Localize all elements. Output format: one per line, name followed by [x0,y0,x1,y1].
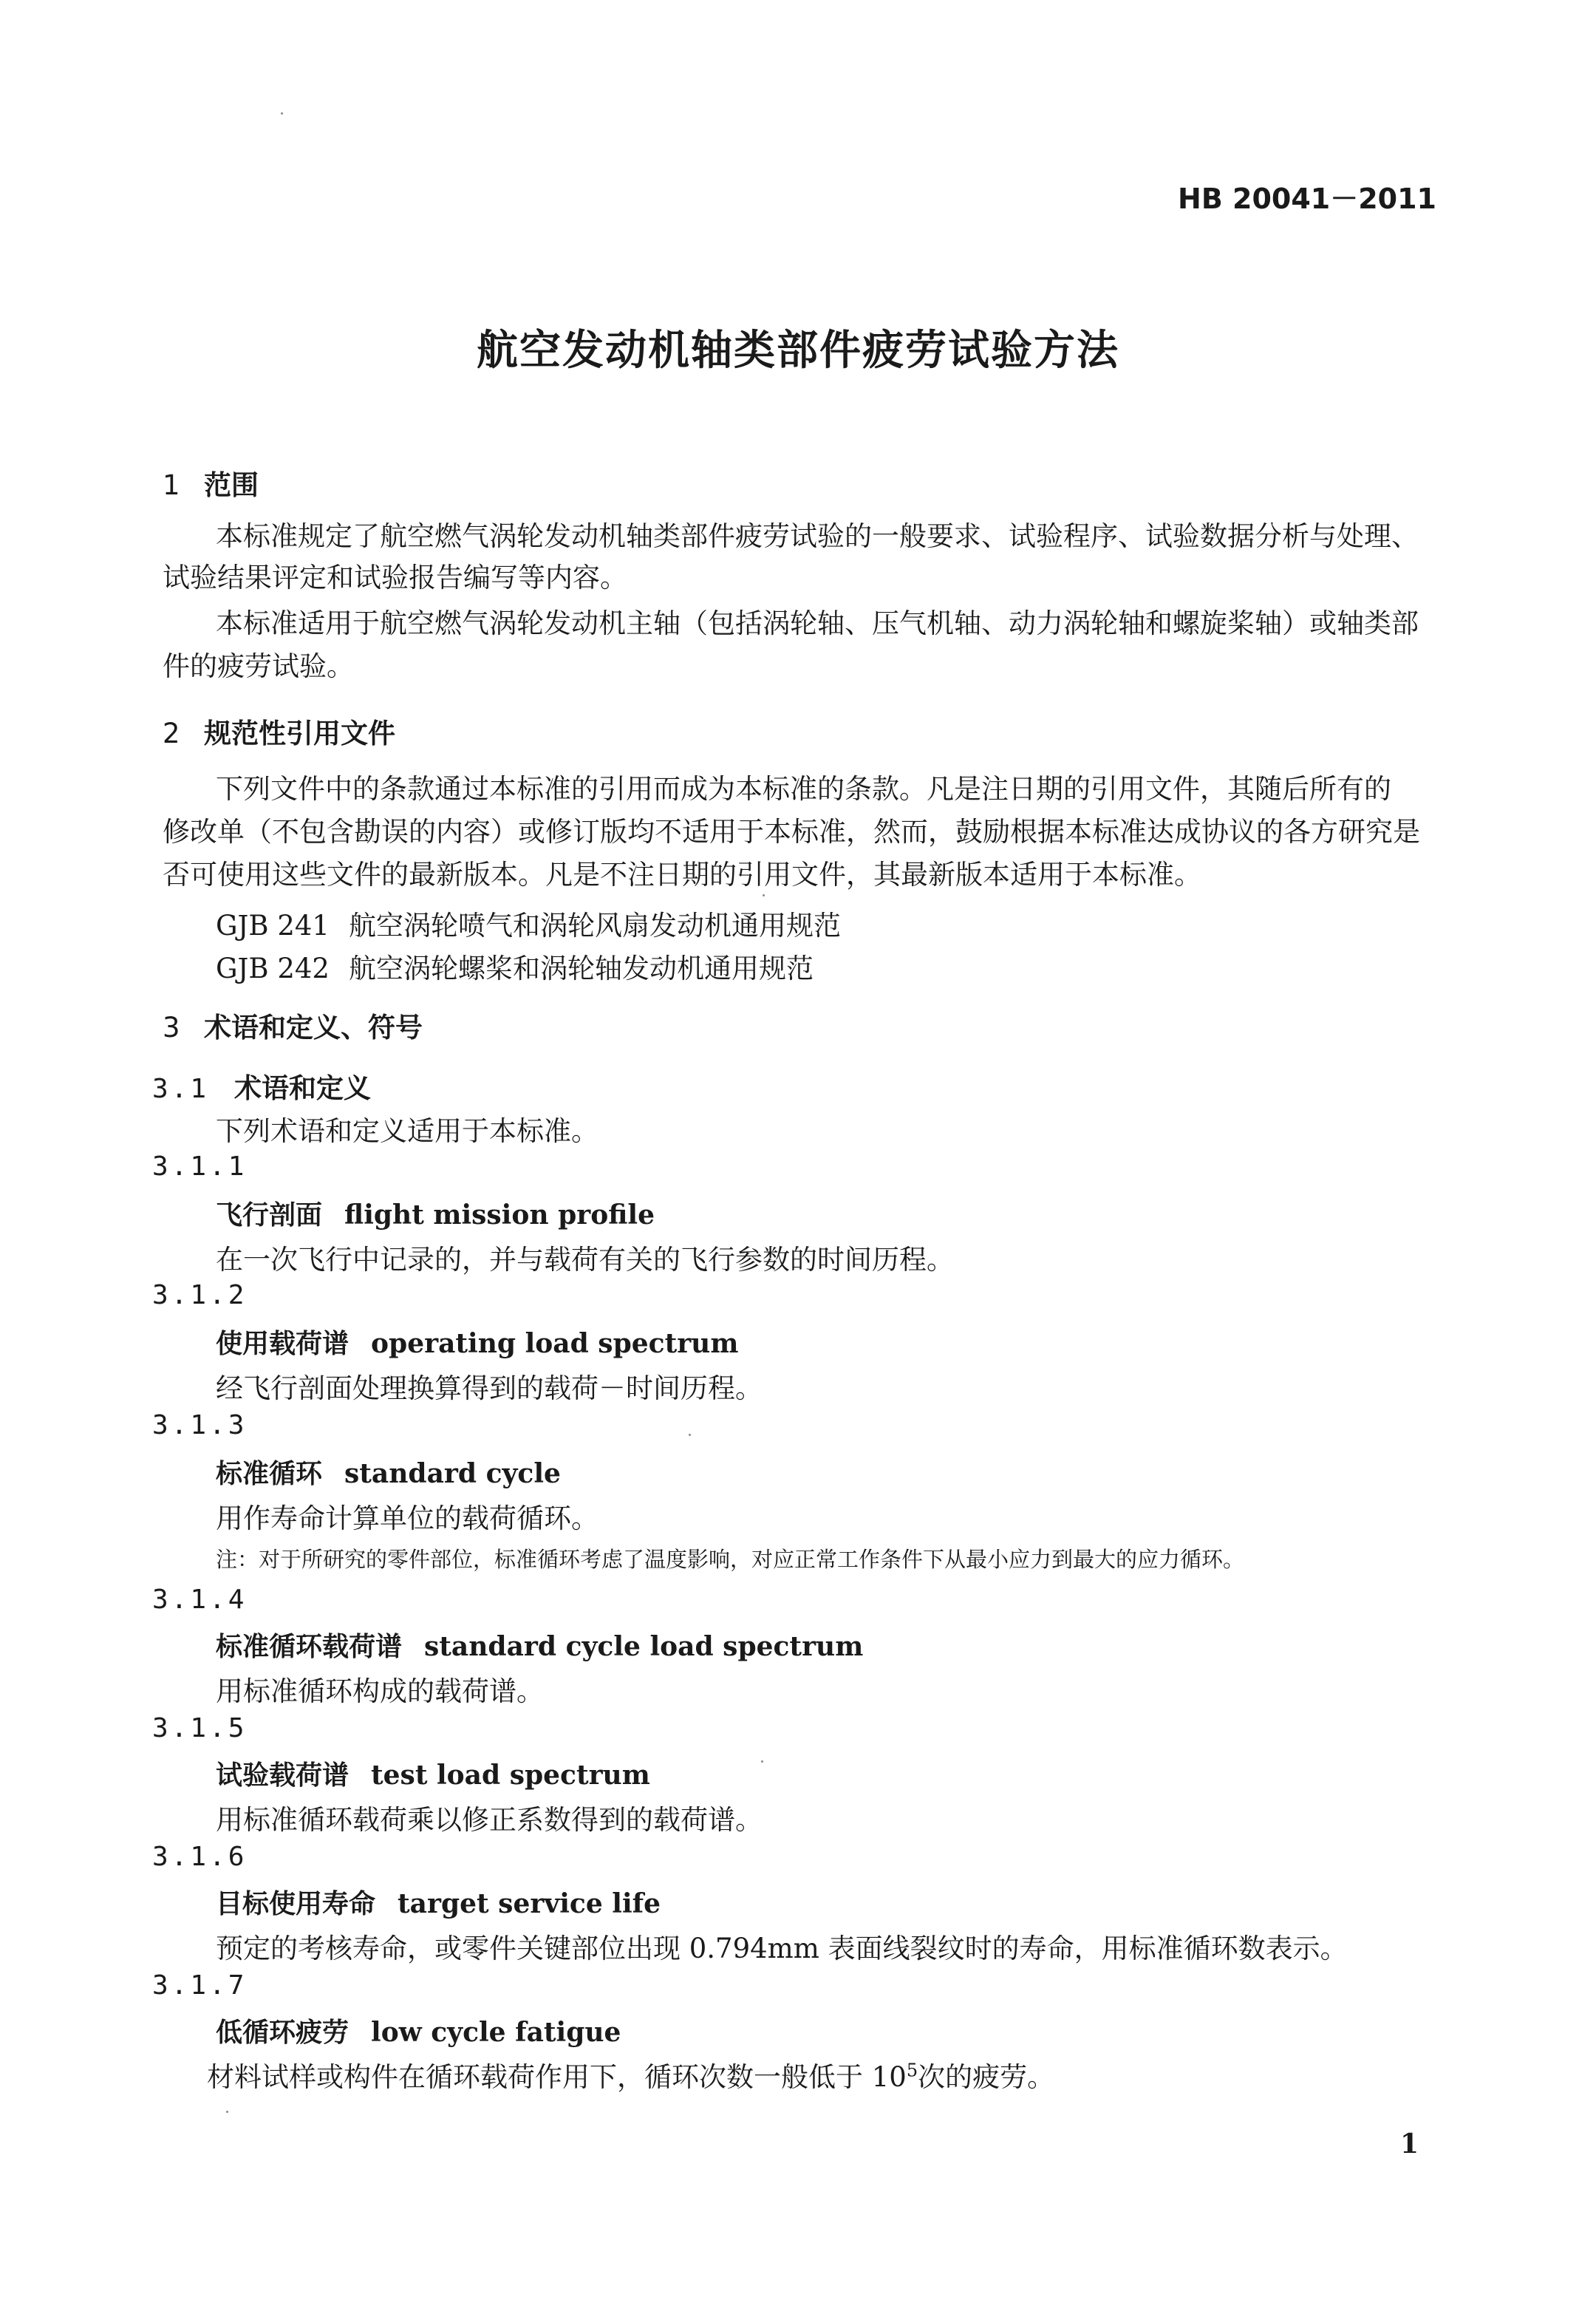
term-en: low cycle fatigue [371,2017,621,2048]
term-note: 注：对于所研究的零件部位，标准循环考虑了温度影响，对应正常工作条件下从最小应力到最大的应力循环。 [216,1547,1245,1572]
term-cn: 试验载荷谱 [216,1760,349,1791]
term-definition: 经飞行剖面处理换算得到的载荷－时间历程。 [216,1372,763,1404]
section-1-heading [163,463,259,503]
page-number: 1 [1399,2128,1419,2159]
section-number: 3 [163,1012,180,1044]
term-cn: 使用载荷谱 [216,1328,349,1359]
term-cn: 标准循环 [216,1458,323,1489]
section-title: 规范性引用文件 [204,718,395,749]
term-heading [216,1323,738,1361]
term-number: 3.1.6 [152,1842,248,1872]
reference-item [216,946,814,986]
exponent: 5 [906,2060,918,2081]
scan-speck [761,1760,763,1763]
term-heading [216,1194,655,1232]
term-definition: 预定的考核寿命，或零件关键部位出现 0.794mm 表面线裂纹时的寿命，用标准循环数表示。 [216,1933,1348,1964]
term-en: flight mission profile [344,1199,655,1231]
paragraph-line: 本标准适用于航空燃气涡轮发动机主轴（包括涡轮轴、压气机轴、动力涡轮轴和螺旋桨轴）或轴类部 [216,607,1419,639]
document-title: 航空发动机轴类部件疲劳试验方法 [477,327,1119,375]
term-heading [216,1754,650,1792]
scan-speck [281,112,283,115]
reference-item [216,903,841,943]
definition-text: 材料试样或构件在循环载荷作用下，循环次数一般低于 10 [207,2061,907,2093]
term-number: 3.1.7 [152,1970,248,2001]
term-number: 3.1.2 [152,1280,248,1310]
term-cn: 目标使用寿命 [216,1888,376,1919]
scan-speck [226,2111,228,2113]
paragraph-line: 件的疲劳试验。 [163,650,354,682]
definition-text: 次的疲劳。 [918,2061,1055,2093]
term-definition: 用标准循环载荷乘以修正系数得到的载荷谱。 [216,1804,763,1836]
subsection-intro: 下列术语和定义适用于本标准。 [216,1115,598,1147]
paragraph-line: 下列文件中的条款通过本标准的引用而成为本标准的条款。凡是注日期的引用文件，其随后所有的 [216,773,1391,805]
term-number: 3.1.5 [152,1713,248,1743]
reference-title: 航空涡轮螺桨和涡轮轴发动机通用规范 [349,953,814,984]
section-number: 1 [163,469,180,501]
term-en: target service life [398,1888,661,1919]
term-number: 3.1.4 [152,1585,248,1615]
paragraph-line: 本标准规定了航空燃气涡轮发动机轴类部件疲劳试验的一般要求、试验程序、试验数据分析与处理、 [216,520,1419,552]
paragraph-line: 修改单（不包含勘误的内容）或修订版均不适用于本标准，然而，鼓励根据本标准达成协议的各方研究是 [163,816,1420,848]
section-title: 术语和定义、符号 [204,1012,423,1044]
subsection-title: 术语和定义 [234,1072,372,1104]
term-cn: 低循环疲劳 [216,2017,349,2048]
term-heading [216,2012,621,2049]
term-definition: 用作寿命计算单位的载荷循环。 [216,1502,598,1534]
term-heading [216,1453,561,1491]
scan-speck [689,1434,691,1436]
section-2-heading [163,711,395,751]
term-cn: 飞行剖面 [216,1199,323,1231]
section-3-heading [163,1005,423,1045]
term-definition: 用标准循环构成的载荷谱。 [216,1675,544,1707]
term-definition [207,2055,1054,2094]
term-en: standard cycle load spectrum [424,1631,864,1662]
reference-code: GJB 242 [216,953,330,984]
term-en: operating load spectrum [371,1328,739,1359]
term-en: test load spectrum [371,1760,650,1791]
term-number: 3.1.3 [152,1410,248,1440]
term-heading [216,1883,661,1921]
term-cn: 标准循环载荷谱 [216,1631,403,1662]
term-heading [216,1626,863,1664]
term-definition: 在一次飞行中记录的，并与载荷有关的飞行参数的时间历程。 [216,1244,954,1276]
term-en: standard cycle [344,1458,561,1489]
term-number: 3.1.1 [152,1151,248,1182]
paragraph-line: 试验结果评定和试验报告编写等内容。 [163,562,627,593]
subsection-3-1-heading [152,1066,371,1106]
paragraph-line: 否可使用这些文件的最新版本。凡是不注日期的引用文件，其最新版本适用于本标准。 [163,859,1201,891]
reference-title: 航空涡轮喷气和涡轮风扇发动机通用规范 [349,910,841,942]
reference-code: GJB 241 [216,910,330,942]
standard-number: HB 20041－2011 [1178,183,1436,215]
section-number: 2 [163,718,180,749]
section-title: 范围 [204,469,259,501]
subsection-number: 3.1 [152,1074,210,1104]
